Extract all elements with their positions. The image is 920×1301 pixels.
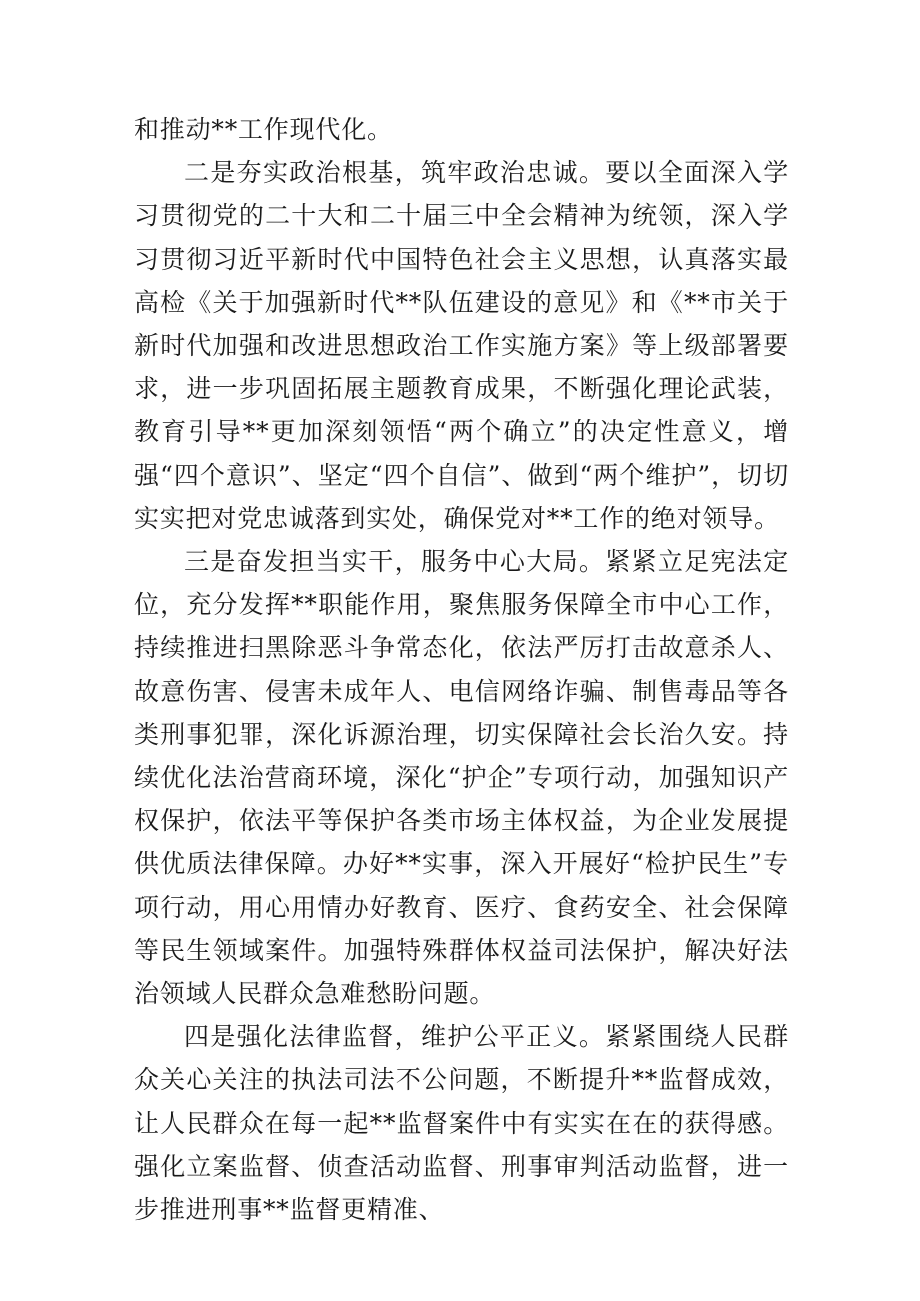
- document-body: [134, 108, 789, 1231]
- paragraph-political-foundation: 二是夯实政治根基，筑牢政治忠诚。要以全面深入学习贯彻党的二十大和二十届三中全会精神为统领，深入学习贯彻习近平新时代中国特色社会主义思想，认真落实最高检《关于加强新时代**队伍建设的意见》和《**市关于新时代加强和改进思想政治工作实施方案》等上级部署要求，进一步巩固拓展主题教育成果，不断强化理论武装，教育引导**更加深刻领悟“两个确立”的决定性意义，增强“四个意识”、坚定“四个自信”、做到“两个维护”，切切实实把对党忠诚落到实处，确保党对**工作的绝对领导。: [134, 158, 789, 533]
- paragraph-serve-center: 三是奋发担当实干，服务中心大局。紧紧立足宪法定位，充分发挥**职能作用，聚焦服务保障全市中心工作，持续推进扫黑除恶斗争常态化，依法严厉打击故意杀人、故意伤害、侵害未成年人、电信网络诈骗、制售毒品等各类刑事犯罪，深化诉源治理，切实保障社会长治久安。持续优化法治营商环境，深化“护企”专项行动，加强知识产权保护，依法平等保护各类市场主体权益，为企业发展提供优质法律保障。办好**实事，深入开展好“检护民生”专项行动，用心用情办好教育、医疗、食药安全、社会保障等民生领域案件。加强特殊群体权益司法保护，解决好法治领域人民群众急难愁盼问题。: [134, 547, 789, 1009]
- paragraph-legal-supervision: 四是强化法律监督，维护公平正义。紧紧围绕人民群众关心关注的执法司法不公问题，不断提升**监督成效，让人民群众在每一起**监督案件中有实实在在的获得感。强化立案监督、侦查活动监督、刑事审判活动监督，进一步推进刑事**监督更精准、: [134, 1022, 789, 1225]
- paragraph-continued: 和推动**工作现代化。: [134, 115, 393, 144]
